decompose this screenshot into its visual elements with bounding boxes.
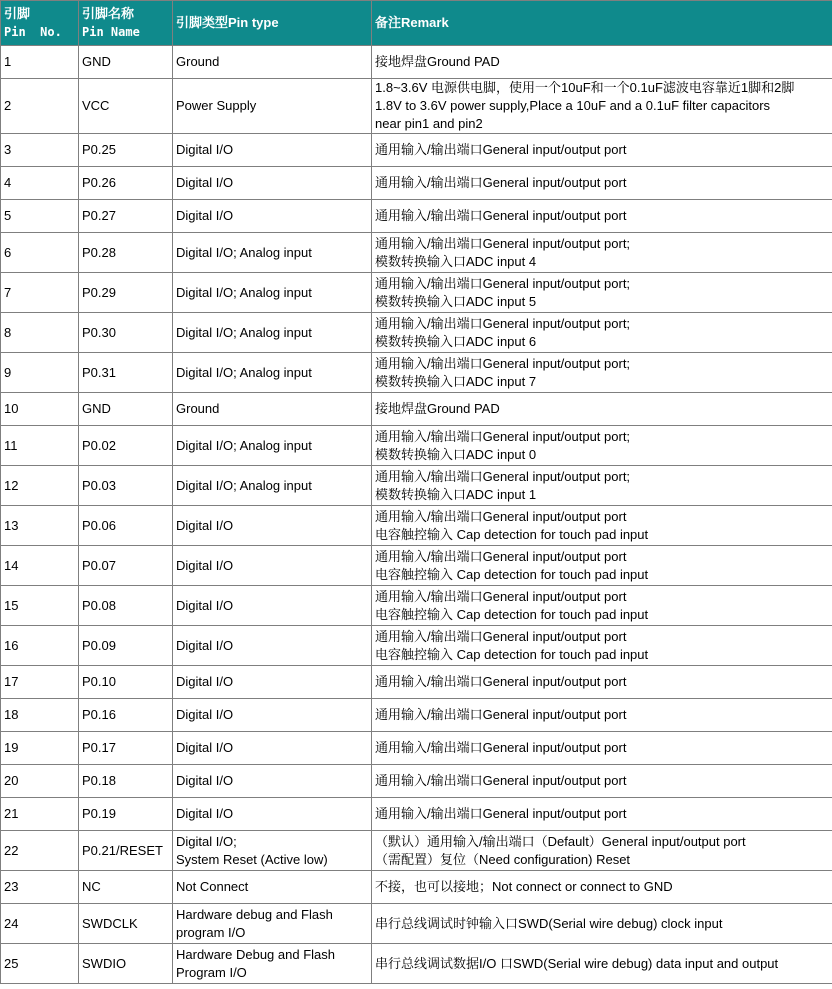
remark-cell-line: 通用输入/输出端口General input/output port; (375, 428, 631, 444)
remark-cell-line: 通用输入/输出端口General input/output port; (375, 235, 631, 251)
remark-cell-line: 通用输入/输出端口General input/output port; (375, 315, 631, 331)
pin-type-cell (173, 626, 372, 666)
pin-type-cell (173, 666, 372, 699)
pin-type-cell (173, 134, 372, 167)
pin-name-cell: P0.27 (79, 200, 173, 233)
pin-type-cell-line: Digital I/O (176, 208, 234, 223)
table-row (1, 466, 832, 506)
remark-cell-line: 通用输入/输出端口General input/output port (375, 175, 627, 190)
header-remark: 备注Remark (372, 1, 832, 46)
table-header-row (1, 1, 832, 46)
pin-type-cell-line: Digital I/O; Analog input (176, 477, 312, 493)
pin-type-cell (173, 904, 372, 944)
pin-number-cell: 6 (1, 233, 79, 273)
pin-type-cell-line: Digital I/O; Analog input (176, 284, 312, 300)
pin-number-cell: 16 (1, 626, 79, 666)
pin-name-cell: P0.31 (79, 353, 173, 393)
pin-type-cell-line: Digital I/O (176, 597, 234, 613)
pin-type-cell (173, 426, 372, 466)
remark-cell-line: 通用输入/输出端口General input/output port (375, 707, 627, 722)
remark-cell-line: 通用输入/输出端口General input/output port (375, 674, 627, 689)
remark-cell (372, 393, 832, 426)
pin-type-cell-line: Ground (176, 54, 220, 69)
table-row (1, 313, 832, 353)
remark-cell (372, 871, 832, 904)
table-row (1, 273, 832, 313)
pin-type-cell (173, 46, 372, 79)
remark-cell-line: 电容触控输入 Cap detection for touch pad input (375, 526, 649, 542)
table-row (1, 871, 832, 904)
remark-cell-line: 通用输入/输出端口General input/output port (375, 628, 627, 644)
remark-cell (372, 426, 832, 466)
remark-cell-line: 模数转换输入口ADC input 6 (375, 333, 537, 349)
remark-cell (372, 134, 832, 167)
pin-number-cell: 2 (1, 79, 79, 134)
remark-cell-line: 通用输入/输出端口General input/output port (375, 548, 627, 564)
remark-cell-line: 串行总线调试时钟输入口SWD(Serial wire debug) clock input (375, 915, 723, 931)
remark-cell-line: 通用输入/输出端口General input/output port (375, 740, 627, 755)
remark-cell-line: 模数转换输入口ADC input 5 (375, 293, 537, 309)
remark-cell-line: 通用输入/输出端口General input/output port; (375, 468, 631, 484)
remark-cell (372, 273, 832, 313)
table-row (1, 393, 832, 426)
remark-cell (372, 233, 832, 273)
pin-number-cell: 13 (1, 506, 79, 546)
remark-cell-line: near pin1 and pin2 (375, 116, 483, 131)
pin-type-cell-line: Digital I/O (176, 557, 234, 573)
remark-cell-line: 通用输入/输出端口General input/output port; (375, 275, 631, 291)
remark-cell (372, 586, 832, 626)
table-row (1, 765, 832, 798)
remark-cell-line: 1.8V to 3.6V power supply,Place a 10uF and a 0.1uF filter capacitors (375, 98, 771, 113)
header-pin-name: 引脚名称 Pin Name (79, 1, 173, 46)
table-row (1, 353, 832, 393)
pin-type-cell (173, 200, 372, 233)
pin-number-cell: 7 (1, 273, 79, 313)
pin-number-cell: 19 (1, 732, 79, 765)
remark-cell-line: 通用输入/输出端口General input/output port; (375, 355, 631, 371)
pin-type-cell (173, 765, 372, 798)
pin-number-cell: 18 (1, 699, 79, 732)
pin-number-cell: 15 (1, 586, 79, 626)
pin-name-cell: P0.03 (79, 466, 173, 506)
table-row (1, 167, 832, 200)
pin-type-cell-line: Digital I/O (176, 637, 234, 653)
remark-cell-line: （默认）通用输入/输出端口（Default）General input/output port (375, 833, 746, 849)
table-row (1, 426, 832, 466)
remark-cell-line: 接地焊盘Ground PAD (375, 401, 500, 416)
remark-cell-line: 模数转换输入口ADC input 0 (375, 446, 537, 462)
remark-cell (372, 765, 832, 798)
pin-number-cell: 1 (1, 46, 79, 79)
remark-cell (372, 79, 832, 134)
pin-name-cell: P0.26 (79, 167, 173, 200)
pin-type-cell-line: Ground (176, 401, 220, 416)
pin-name-cell: P0.18 (79, 765, 173, 798)
pin-type-cell-line: Hardware debug and Flash (176, 906, 333, 922)
pin-name-cell: GND (79, 393, 173, 426)
pin-type-cell-line: Digital I/O; Analog input (176, 364, 312, 380)
pin-type-cell (173, 233, 372, 273)
remark-cell-line: 模数转换输入口ADC input 1 (375, 486, 537, 502)
pin-name-cell: GND (79, 46, 173, 79)
pin-type-cell (173, 79, 372, 134)
table-row (1, 732, 832, 765)
table-row (1, 666, 832, 699)
pin-type-cell-line: Digital I/O (176, 674, 234, 689)
pin-type-cell-line: Digital I/O (176, 707, 234, 722)
pin-name-cell: NC (79, 871, 173, 904)
pin-type-cell-line: Digital I/O; Analog input (176, 244, 312, 260)
header-pin-no: 引脚 Pin No. (1, 1, 79, 46)
pin-number-cell: 21 (1, 798, 79, 831)
pin-type-cell-line: Digital I/O; (176, 833, 237, 849)
pin-number-cell: 20 (1, 765, 79, 798)
table-row (1, 46, 832, 79)
pin-number-cell: 23 (1, 871, 79, 904)
pin-type-cell-line: program I/O (176, 924, 246, 940)
pin-type-cell (173, 699, 372, 732)
pin-type-cell (173, 353, 372, 393)
pin-type-cell (173, 831, 372, 871)
pin-name-cell: P0.19 (79, 798, 173, 831)
pin-type-cell-line: Digital I/O (176, 740, 234, 755)
pin-name-cell: P0.10 (79, 666, 173, 699)
pin-type-cell (173, 944, 372, 984)
pin-type-cell (173, 871, 372, 904)
pin-type-cell-line: Digital I/O; Analog input (176, 324, 312, 340)
pin-type-cell-line: Digital I/O (176, 517, 234, 533)
pin-name-cell: P0.25 (79, 134, 173, 167)
table-row (1, 904, 832, 944)
table-row (1, 944, 832, 984)
table-row (1, 831, 832, 871)
pin-type-cell (173, 586, 372, 626)
pin-number-cell: 11 (1, 426, 79, 466)
remark-cell (372, 732, 832, 765)
pin-name-cell: SWDCLK (79, 904, 173, 944)
pin-type-cell-line: Hardware Debug and Flash (176, 946, 335, 962)
pin-number-cell: 8 (1, 313, 79, 353)
pin-type-cell (173, 167, 372, 200)
pin-type-cell (173, 273, 372, 313)
pin-type-cell-line: System Reset (Active low) (176, 851, 328, 867)
remark-cell (372, 666, 832, 699)
remark-cell-line: 接地焊盘Ground PAD (375, 54, 500, 69)
remark-cell-line: 不接，也可以接地；Not connect or connect to GND (375, 879, 673, 894)
table-row (1, 626, 832, 666)
remark-cell (372, 626, 832, 666)
pin-number-cell: 4 (1, 167, 79, 200)
table-row (1, 506, 832, 546)
pin-number-cell: 10 (1, 393, 79, 426)
table-row (1, 134, 832, 167)
pin-name-cell: P0.08 (79, 586, 173, 626)
pin-name-cell: P0.29 (79, 273, 173, 313)
remark-cell (372, 546, 832, 586)
pin-type-cell (173, 732, 372, 765)
remark-cell (372, 313, 832, 353)
remark-cell (372, 167, 832, 200)
pin-name-cell: P0.16 (79, 699, 173, 732)
pin-type-cell (173, 313, 372, 353)
remark-cell-line: 电容触控输入 Cap detection for touch pad input (375, 646, 649, 662)
pin-name-cell: P0.09 (79, 626, 173, 666)
pin-name-cell: P0.21/RESET (79, 831, 173, 871)
pin-type-cell-line: Digital I/O (176, 142, 234, 157)
pin-name-cell: VCC (79, 79, 173, 134)
pin-type-cell (173, 466, 372, 506)
remark-cell-line: 模数转换输入口ADC input 7 (375, 373, 537, 389)
remark-cell-line: 通用输入/输出端口General input/output port (375, 508, 627, 524)
table-row (1, 798, 832, 831)
pin-name-cell: P0.07 (79, 546, 173, 586)
pin-name-cell: P0.30 (79, 313, 173, 353)
pin-name-cell: P0.02 (79, 426, 173, 466)
remark-cell (372, 798, 832, 831)
pin-name-cell: P0.06 (79, 506, 173, 546)
remark-cell-line: 1.8~3.6V 电源供电脚，使用一个10uF和一个0.1uF滤波电容靠近1脚和2脚 (375, 80, 795, 95)
table-row (1, 233, 832, 273)
pin-number-cell: 3 (1, 134, 79, 167)
remark-cell-line: 通用输入/输出端口General input/output port (375, 588, 627, 604)
remark-cell-line: （需配置）复位（Need configuration) Reset (375, 851, 631, 867)
remark-cell (372, 699, 832, 732)
pin-type-cell (173, 546, 372, 586)
pin-type-cell-line: Digital I/O (176, 773, 234, 788)
header-pin-type: 引脚类型Pin type (173, 1, 372, 46)
pin-name-cell: SWDIO (79, 944, 173, 984)
remark-cell (372, 200, 832, 233)
pin-number-cell: 22 (1, 831, 79, 871)
table-row (1, 586, 832, 626)
remark-cell-line: 串行总线调试数据I/O 口SWD(Serial wire debug) data input and output (375, 955, 779, 971)
pin-type-cell-line: Power Supply (176, 98, 257, 113)
remark-cell (372, 831, 832, 871)
remark-cell-line: 通用输入/输出端口General input/output port (375, 208, 627, 223)
remark-cell-line: 通用输入/输出端口General input/output port (375, 142, 627, 157)
table-row (1, 200, 832, 233)
remark-cell (372, 353, 832, 393)
pin-type-cell-line: Digital I/O (176, 806, 234, 821)
pin-type-cell-line: Digital I/O (176, 175, 234, 190)
remark-cell-line: 电容触控输入 Cap detection for touch pad input (375, 606, 649, 622)
table-row (1, 79, 832, 134)
pin-number-cell: 14 (1, 546, 79, 586)
pin-type-cell-line: Not Connect (176, 879, 249, 894)
table-body (1, 46, 832, 984)
pin-number-cell: 25 (1, 944, 79, 984)
pin-name-cell: P0.17 (79, 732, 173, 765)
pin-number-cell: 17 (1, 666, 79, 699)
pin-number-cell: 24 (1, 904, 79, 944)
pin-type-cell (173, 393, 372, 426)
remark-cell (372, 466, 832, 506)
remark-cell (372, 944, 832, 984)
remark-cell-line: 通用输入/输出端口General input/output port (375, 806, 627, 821)
remark-cell-line: 电容触控输入 Cap detection for touch pad input (375, 566, 649, 582)
remark-cell (372, 46, 832, 79)
pin-name-cell: P0.28 (79, 233, 173, 273)
pin-type-cell-line: Digital I/O; Analog input (176, 437, 312, 453)
remark-cell (372, 506, 832, 546)
pin-type-cell (173, 798, 372, 831)
remark-cell (372, 904, 832, 944)
remark-cell-line: 模数转换输入口ADC input 4 (375, 253, 537, 269)
pin-number-cell: 9 (1, 353, 79, 393)
pin-type-cell (173, 506, 372, 546)
pin-number-cell: 5 (1, 200, 79, 233)
pin-type-cell-line: Program I/O (176, 964, 247, 980)
table-row (1, 546, 832, 586)
pin-number-cell: 12 (1, 466, 79, 506)
table-row (1, 699, 832, 732)
remark-cell-line: 通用输入/输出端口General input/output port (375, 773, 627, 788)
